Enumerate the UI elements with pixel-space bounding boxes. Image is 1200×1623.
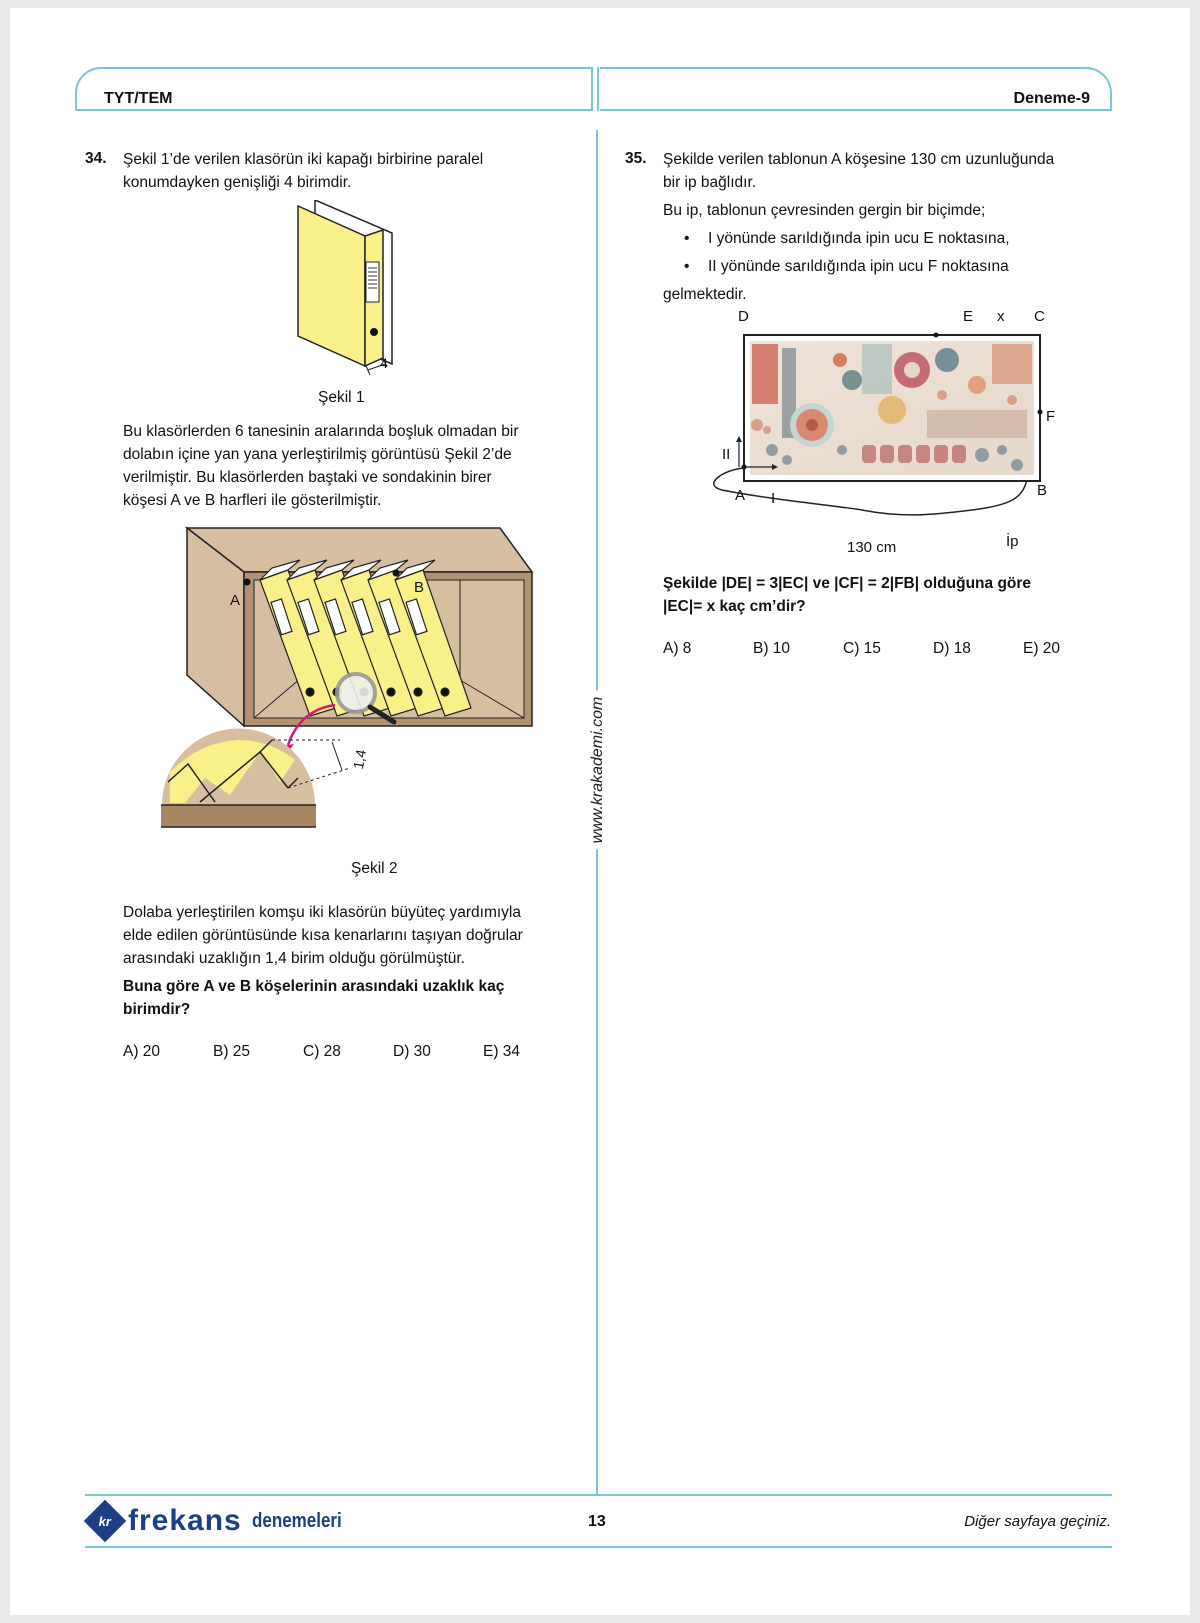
q34-p2-2: dolabın içine yan yana yerleştirilmiş görüntüsü Şekil 2’de: [123, 446, 512, 463]
q35-option-e[interactable]: E) 20: [1023, 640, 1061, 657]
fig1-caption: Şekil 1: [318, 389, 365, 406]
q35-p2: Bu ip, tablonun çevresinden gergin bir biçimde;: [663, 202, 986, 219]
fig2-label-a: A: [230, 592, 241, 609]
exam-type: TYT/TEM: [104, 90, 173, 107]
next-page-note: Diğer sayfaya geçiniz.: [964, 1513, 1111, 1530]
q35-intro-2: bir ip bağlıdır.: [663, 174, 757, 191]
q35-option-b[interactable]: B) 10: [753, 640, 791, 657]
q35-bullet-dot-1: •: [684, 230, 690, 247]
q34-option-b[interactable]: B) 25: [213, 1043, 251, 1060]
q34-option-c[interactable]: C) 28: [303, 1043, 341, 1060]
q35-bullet-1: I yönünde sarıldığında ipin ucu E noktasına,: [708, 230, 1010, 247]
q34-p2-1: Bu klasörlerden 6 tanesinin aralarında boşluk olmadan bir: [123, 423, 519, 440]
fig2-caption: Şekil 2: [351, 860, 398, 877]
q35-intro-1: Şekilde verilen tablonun A köşesine 130 cm uzunluğunda: [663, 151, 1055, 168]
logo-badge: kr: [84, 1500, 126, 1542]
logo-text: frekans: [128, 1504, 242, 1537]
q34-p3-2: elde edilen görüntüsünde kısa kenarlarını taşıyan doğrular: [123, 927, 523, 944]
figure-1-binder: [280, 200, 410, 380]
label-i: I: [771, 490, 776, 507]
q35-p3: gelmektedir.: [663, 286, 747, 303]
rope-label: İp: [1006, 533, 1019, 550]
footer-logo: [86, 1500, 357, 1542]
test-name: Deneme-9: [1013, 90, 1090, 107]
figure-2-cabinet: [160, 520, 540, 860]
q34-option-a[interactable]: A) 20: [123, 1043, 161, 1060]
q35-bullet-dot-2: •: [684, 258, 690, 275]
q35-question-2: |EC|= x kaç cm’dir?: [663, 598, 806, 615]
q34-option-e[interactable]: E) 34: [483, 1043, 521, 1060]
q34-p2-3: verilmiştir. Bu klasörlerden baştaki ve sondakinin birer: [123, 469, 492, 486]
q35-number: 35.: [625, 150, 647, 167]
q34-p3-1: Dolaba yerleştirilen komşu iki klasörün büyüteç yardımıyla: [123, 904, 521, 921]
label-e: E: [963, 308, 974, 325]
q34-number: 34.: [85, 150, 107, 167]
label-c: C: [1034, 308, 1045, 325]
label-a: A: [735, 487, 746, 504]
footer-bottom-rule: [85, 1546, 1112, 1548]
fig1-width-label: 4: [380, 355, 388, 371]
watermark: www.krakademi.com: [589, 691, 607, 850]
q35-question-1: Şekilde |DE| = 3|EC| ve |CF| = 2|FB| olduğuna göre: [663, 575, 1032, 592]
q34-question-2: birimdir?: [123, 1001, 191, 1018]
q35-bullet-2: II yönünde sarıldığında ipin ucu F noktasına: [708, 258, 1009, 275]
q34-p2-4: köşesi A ve B harfleri ile gösterilmiştir.: [123, 492, 382, 509]
q34-p3-3: arasındaki uzaklığın 1,4 birim olduğu görülmüştür.: [123, 950, 466, 967]
q35-option-a[interactable]: A) 8: [663, 640, 692, 657]
label-d: D: [738, 308, 749, 325]
q34-option-d[interactable]: D) 30: [393, 1043, 431, 1060]
header-divider: [591, 67, 600, 111]
q35-option-c[interactable]: C) 15: [843, 640, 881, 657]
label-b: B: [1037, 482, 1048, 499]
label-ii: II: [722, 446, 731, 463]
figure-painting-rope: [712, 330, 1072, 560]
q35-option-d[interactable]: D) 18: [933, 640, 971, 657]
q34-intro-2: konumdayken genişliği 4 birimdir.: [123, 174, 352, 191]
logo-sub: denemeleri: [251, 1509, 342, 1532]
footer-top-rule: [85, 1494, 1112, 1496]
label-f: F: [1046, 408, 1056, 425]
label-x: x: [997, 308, 1005, 325]
fig2-label-b: B: [414, 579, 425, 596]
rope-length-label: 130 cm: [847, 539, 897, 556]
fig2-gap-label: 1,4: [349, 748, 370, 771]
q34-intro-1: Şekil 1’de verilen klasörün iki kapağı birbirine paralel: [123, 151, 484, 168]
page-number: 13: [588, 1513, 606, 1530]
q34-question-1: Buna göre A ve B köşelerinin arasındaki uzaklık kaç: [123, 978, 505, 995]
